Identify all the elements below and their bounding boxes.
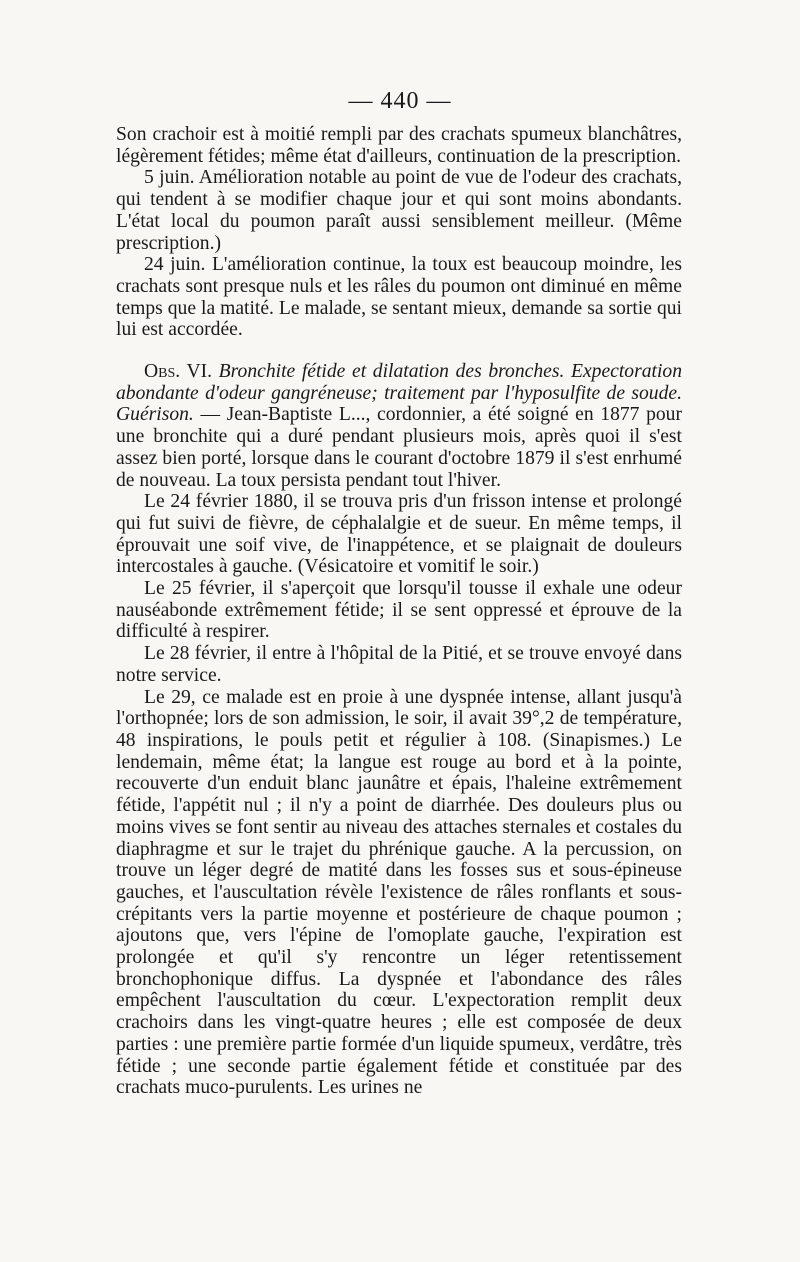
paragraph: Le 25 février, il s'aperçoit que lorsqu'il tousse il exhale une odeur nauséabonde extrêmement fétide; il se sent oppressé et éprouve de la difficulté à respirer. <box>116 578 682 643</box>
observation-label: Obs. VI. <box>144 361 213 383</box>
paragraph: 24 juin. L'amélioration continue, la toux est beaucoup moindre, les crachats sont presque nuls et les râles du poumon ont diminué en même temps que la matité. Le malade, se sentant mieux, demande sa sortie qui lui est accordée. <box>116 254 682 341</box>
body-text <box>116 124 682 1099</box>
paragraph: Le 24 février 1880, il se trouva pris d'un frisson intense et prolongé qui fut suivi de fièvre, de céphalalgie et de sueur. En même temps, il éprouvait une soif vive, de l'inappétence, et se plaignait de douleurs intercostales à gauche. (Vésicatoire et vomitif le soir.) <box>116 491 682 578</box>
paragraph: 5 juin. Amélioration notable au point de vue de l'odeur des crachats, qui tendent à se modifier chaque jour et qui sont moins abondants. L'état local du poumon paraît aussi sensiblement meilleur. (Même prescription.) <box>116 167 682 254</box>
paragraph: Son crachoir est à moitié rempli par des crachats spumeux blanchâtres, légèrement fétides; même état d'ailleurs, continuation de la prescription. <box>116 124 682 167</box>
page-number: — 440 — <box>348 88 452 114</box>
observation-text: — Jean-Baptiste L..., cordonnier, a été soigné en 1877 pour une bronchite qui a duré pendant plusieurs mois, après quoi il s'est assez bien porté, lorsque dans le courant d'octobre 1879 il s'est enrhumé de nouveau. La toux persista pendant tout l'hiver. <box>116 404 682 491</box>
observation-paragraph <box>116 361 682 491</box>
paragraph: Le 29, ce malade est en proie à une dyspnée intense, allant jusqu'à l'orthopnée; lors de son admission, le soir, il avait 39°,2 de température, 48 inspirations, le pouls petit et régulier à 108. (Sinapismes.) Le lendemain, même état; la langue est rouge au bord et à la pointe, recouverte d'un enduit blanc jaunâtre et épais, l'haleine extrêmement fétide, l'appétit nul ; il n'y a point de diarrhée. Des douleurs plus ou moins vives se font sentir au niveau des attaches sternales et costales du diaphragme et sur le trajet du phrénique gauche. A la percussion, on trouve un léger degré de matité dans les fosses sus et sous-épineuse gauches, et l'auscultation révèle l'existence de râles ronflants et sous-crépitants vers la partie moyenne et postérieure de chaque poumon ; ajoutons que, vers l'épine de l'omoplate gauche, l'expiration est prolongée et qu'il s'y rencontre un léger retentissement bronchophonique diffus. La dyspnée et l'abondance des râles empêchent l'auscultation du cœur. L'expectoration remplit deux crachoirs dans les vingt-quatre heures ; elle est composée de deux parties : une première partie formée d'un liquide spumeux, verdâtre, très fétide ; une seconde partie également fétide et constituée par des crachats muco-purulents. Les urines ne <box>116 686 682 1099</box>
observation-title: Bronchite fétide et dilatation des bronches. Expectoration abondante d'odeur gangréneuse; traitement par l'hyposulfite de soude. Guérison. <box>116 361 682 426</box>
paragraph: Le 28 février, il entre à l'hôpital de la Pitié, et se trouve envoyé dans notre service. <box>116 643 682 686</box>
